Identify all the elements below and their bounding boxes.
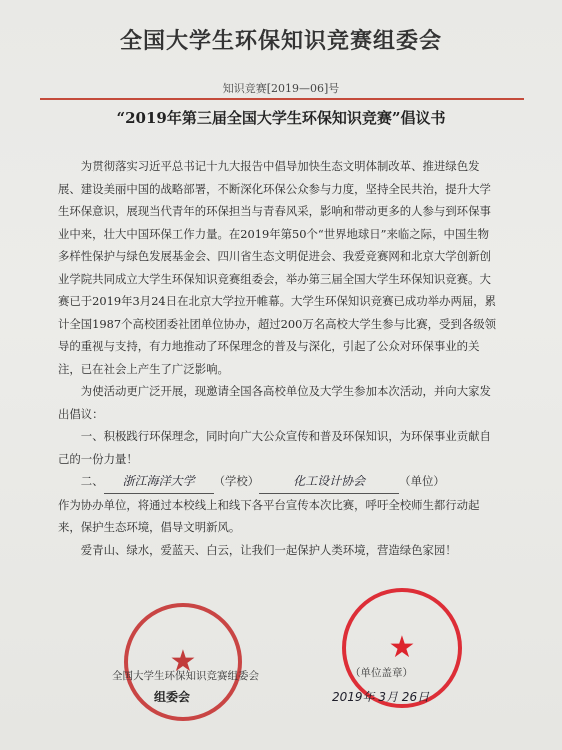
paragraph-item-2: 作为协办单位，将通过本校线上和线下各平台宣传本次比赛，呼吁全校师生都行动起来，保护生态环境，倡导文明新风。 [58,497,480,534]
paragraph-closing: 爱青山、绿水，爱蓝天、白云，让我们一起保护人类环境，营造绿色家园！ [80,542,457,557]
unit-stamp-label: （单位盖章） [350,667,413,679]
organizer-signature: 全国大学生环保知识竞赛组委会 [112,670,259,682]
unit-suffix: （单位） [399,474,445,488]
unit-field: 化工设计协会 [259,470,399,494]
paragraph-invitation: 为使活动更广泛开展，现邀请全国各高校单位及大学生参加本次活动，并向大家发出倡议： [58,384,491,421]
paragraph-item-1: 一、积极践行环保理念，同时向广大公众宣传和普及环保知识，为环保事业贡献自己的一份力量！ [58,429,491,466]
document-title: “2019年第三届全国大学生环保知识竞赛”倡议书 [116,109,446,127]
school-field: 浙江海洋大学 [104,470,214,494]
school-suffix: （学校） [213,474,260,488]
issuer-header: 全国大学生环保知识竞赛组委会 [119,28,442,54]
star-icon: ★ [388,630,416,665]
star-icon: ★ [169,644,197,679]
document-number: 知识竞赛[2019—06]号 [222,82,340,95]
signed-date: 2019年 3月 26日 [332,690,430,704]
red-divider [40,98,524,100]
document-body [58,155,498,561]
paragraph-item-2-fill: 二、 浙江海洋大学 （学校） 化工设计协会 （单位） [58,470,498,494]
organizer-signature-short: 组委会 [154,690,191,704]
paragraph-intro: 为贯彻落实习近平总书记十九大报告中倡导加快生态文明体制改革、推进绿色发展、建设美丽中国的战略部署，不断深化环保公众参与力度，坚持全民共治，提升大学生环保意识，展现当代青年的环保担当与青春风采，影响和带动更多的人参与到环保事业中来，壮大中国环保工作力量。在2019年第50个“世界地球日”来临之际，中国生物多样性保护与绿色发展基金会、四川省生态文明促进会、我爱竞赛网和北京大学创新创业学院共同成立大学生环保知识竞赛组委会，举办第三届全国大学生环保知识竞赛。大赛已于2019年3月24日在北京大学拉开帷幕。大学生环保知识竞赛已成功举办两届，累计全国1987个高校团委社团单位协办，超过200万名高校大学生参与比赛，受到各级领导的重视与支持，有力地推动了环保理念的普及与深化，引起了公众对环保事业的关注，已在社会上产生了广泛影响。 [58,159,497,376]
